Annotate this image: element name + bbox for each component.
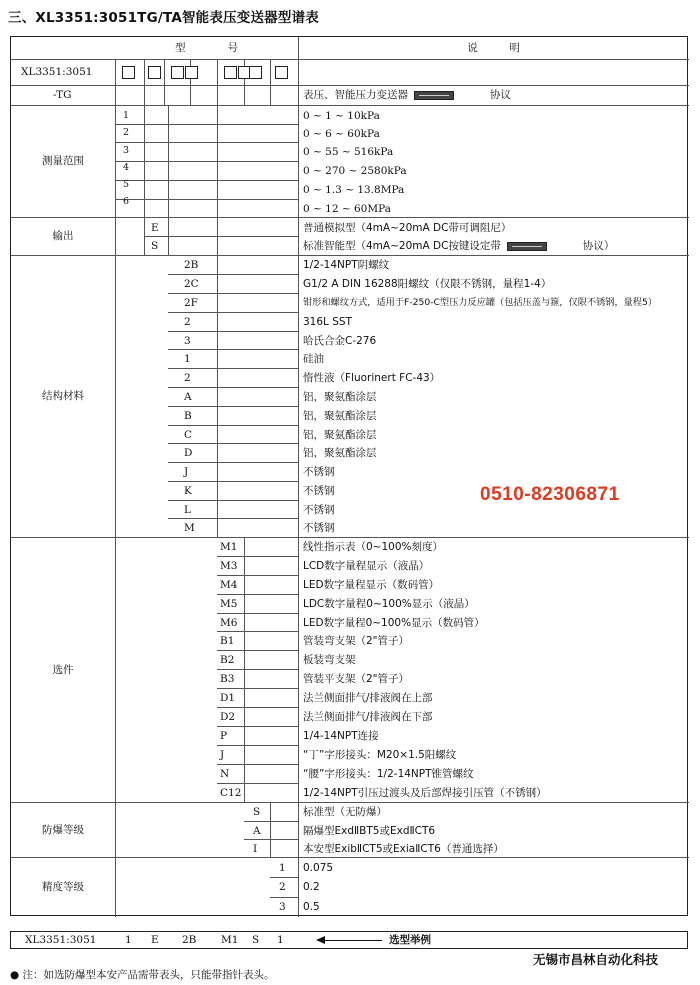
option-code: M4 bbox=[220, 579, 238, 591]
header-description: 说 明 bbox=[467, 42, 520, 54]
explosion-description: 本安型ExibⅡCT5或ExiaⅡCT6（普通选择） bbox=[303, 843, 504, 855]
measure-code: 1 bbox=[123, 110, 130, 121]
option-code: B2 bbox=[220, 654, 235, 666]
output-description: 标准智能型（4mA~20mA DC按键设定带 协议） bbox=[303, 240, 615, 252]
option-code: P bbox=[220, 730, 228, 742]
option-description: 管装弯支架（2"管子） bbox=[303, 635, 410, 647]
measure-code: 2 bbox=[123, 127, 130, 138]
hart-logo-icon bbox=[507, 242, 547, 251]
tg-description: 表压、智能压力变送器 协议 bbox=[303, 89, 511, 101]
accuracy-code: 3 bbox=[279, 901, 286, 913]
option-code: M3 bbox=[220, 560, 238, 572]
structure-material-label: 结构材料 bbox=[42, 390, 84, 402]
structure-code: 3 bbox=[184, 335, 191, 347]
option-description: “腰”字形接头：1/2-14NPT锥管螺纹 bbox=[303, 768, 474, 780]
code-box bbox=[171, 66, 184, 79]
structure-code: K bbox=[184, 485, 192, 497]
header-model: 型 号 bbox=[175, 42, 238, 54]
structure-description: 316L SST bbox=[303, 316, 352, 328]
code-box bbox=[122, 66, 135, 79]
structure-code: J bbox=[184, 466, 189, 478]
structure-code: B bbox=[184, 410, 192, 422]
footnote: ● 注：如选防爆型本安产品需带表头，只能带指针表头。 bbox=[10, 969, 275, 981]
structure-description: 不锈钢 bbox=[303, 485, 335, 497]
measure-range-label: 测量范围 bbox=[42, 155, 84, 167]
option-code: N bbox=[220, 768, 230, 780]
option-code: B1 bbox=[220, 635, 235, 647]
measure-range: 0 ~ 270 ~ 2580kPa bbox=[303, 165, 407, 177]
measure-code: 3 bbox=[123, 145, 130, 156]
output-label: 输出 bbox=[52, 230, 74, 242]
structure-code: C bbox=[184, 429, 193, 441]
structure-code: 2 bbox=[184, 372, 191, 384]
measure-range: 0 ~ 12 ~ 60MPa bbox=[303, 203, 391, 215]
structure-description: 钳形和螺纹方式，适用于F-250-C型压力反应罐（包括压盖与箍，仅限不锈钢，量程5） bbox=[303, 297, 658, 308]
code-box bbox=[249, 66, 262, 79]
option-description: 线性指示表（0~100%刻度） bbox=[303, 541, 443, 553]
structure-code: 1 bbox=[184, 353, 191, 365]
explosion-code: I bbox=[253, 843, 258, 855]
example-code: E bbox=[151, 934, 159, 946]
explosion-code: S bbox=[253, 806, 261, 818]
structure-description: 不锈钢 bbox=[303, 504, 335, 516]
structure-code: 2F bbox=[184, 297, 198, 309]
measure-code: 5 bbox=[123, 179, 130, 190]
option-description: 板装弯支架 bbox=[303, 654, 356, 666]
measure-range: 0 ~ 55 ~ 516kPa bbox=[303, 146, 394, 158]
option-code: J bbox=[220, 749, 225, 761]
explosion-description: 标准型（无防爆） bbox=[303, 806, 387, 818]
structure-description: 铝，聚氨酯涂层 bbox=[303, 447, 377, 459]
base-model: XL3351:3051 bbox=[21, 66, 93, 78]
option-code: M1 bbox=[220, 541, 238, 553]
structure-code: A bbox=[184, 391, 192, 403]
hart-logo-icon bbox=[414, 91, 454, 100]
accuracy-code: 2 bbox=[279, 881, 286, 893]
option-description: 管装平支架（2"管子） bbox=[303, 673, 410, 685]
structure-code: 2B bbox=[184, 259, 199, 271]
option-code: D1 bbox=[220, 692, 236, 704]
structure-code: 2C bbox=[184, 278, 199, 290]
option-code: C12 bbox=[220, 787, 242, 799]
option-description: 1/2-14NPT引压过渡头及后部焊接引压管（不锈钢） bbox=[303, 787, 547, 799]
measure-range: 0 ~ 6 ~ 60kPa bbox=[303, 128, 380, 140]
structure-code: 2 bbox=[184, 316, 191, 328]
code-box bbox=[185, 66, 198, 79]
option-description: LDC数字量程0~100%显示（液晶） bbox=[303, 598, 475, 610]
code-box bbox=[224, 66, 237, 79]
measure-range: 0 ~ 1 ~ 10kPa bbox=[303, 110, 380, 122]
example-code: M1 bbox=[221, 934, 239, 946]
code-box bbox=[148, 66, 161, 79]
option-description: LED数字量程显示（数码管） bbox=[303, 579, 440, 591]
explosion-grade-label: 防爆等级 bbox=[42, 824, 84, 836]
structure-description: 惰性液（Fluorinert FC-43） bbox=[303, 372, 441, 384]
option-description: LED数字量程0~100%显示（数码管） bbox=[303, 617, 485, 629]
output-description: 普通模拟型（4mA~20mA DC带可调阻尼） bbox=[303, 222, 512, 234]
structure-description: 不锈钢 bbox=[303, 466, 335, 478]
structure-description: 硅油 bbox=[303, 353, 324, 365]
output-code: E bbox=[151, 222, 159, 234]
example-code: 1 bbox=[277, 934, 284, 946]
option-description: 法兰侧面排气/排液阀在下部 bbox=[303, 711, 433, 723]
structure-description: 1/2-14NPT阴螺纹 bbox=[303, 259, 390, 271]
structure-code: M bbox=[184, 522, 195, 534]
model-spectrum-table bbox=[10, 36, 688, 916]
structure-description: G1/2 A DIN 16288阳螺纹（仅限不锈钢，量程1-4） bbox=[303, 278, 552, 290]
accuracy-code: 1 bbox=[279, 862, 286, 874]
example-model: XL3351:3051 bbox=[25, 934, 97, 946]
example-code: 1 bbox=[125, 934, 132, 946]
structure-description: 铝，聚氨酯涂层 bbox=[303, 429, 377, 441]
phone-number: 0510-82306871 bbox=[480, 484, 620, 505]
example-code: 2B bbox=[182, 934, 197, 946]
structure-description: 不锈钢 bbox=[303, 522, 335, 534]
accuracy-description: 0.075 bbox=[303, 862, 334, 874]
page-title: 三、XL3351:3051TG/TA智能表压变送器型谱表 bbox=[8, 10, 319, 26]
measure-code: 4 bbox=[123, 162, 130, 173]
measure-range: 0 ~ 1.3 ~ 13.8MPa bbox=[303, 184, 405, 196]
explosion-description: 隔爆型ExdⅡBT5或ExdⅡCT6 bbox=[303, 825, 436, 837]
option-code: B3 bbox=[220, 673, 235, 685]
option-description: “丁”字形接头：M20×1.5阳螺纹 bbox=[303, 749, 457, 761]
option-code: M5 bbox=[220, 598, 238, 610]
option-description: 法兰侧面排气/排液阀在上部 bbox=[303, 692, 433, 704]
accuracy-description: 0.5 bbox=[303, 901, 320, 913]
structure-description: 哈氏合金C-276 bbox=[303, 335, 377, 347]
company-name: 无锡市昌林自动化科技 bbox=[533, 952, 659, 967]
structure-description: 铝，聚氨酯涂层 bbox=[303, 410, 377, 422]
example-label: 选型举例 bbox=[389, 934, 431, 946]
option-description: LCD数字量程显示（液晶） bbox=[303, 560, 430, 572]
accuracy-description: 0.2 bbox=[303, 881, 320, 893]
option-code: M6 bbox=[220, 617, 238, 629]
explosion-code: A bbox=[253, 825, 261, 837]
tg-code: -TG bbox=[53, 89, 72, 101]
accuracy-grade-label: 精度等级 bbox=[42, 881, 84, 893]
structure-code: D bbox=[184, 447, 193, 459]
measure-code: 6 bbox=[123, 196, 130, 207]
code-box bbox=[275, 66, 288, 79]
selection-example-row bbox=[10, 931, 688, 949]
option-description: 1/4-14NPT连接 bbox=[303, 730, 379, 742]
structure-description: 铝，聚氨酯涂层 bbox=[303, 391, 377, 403]
options-label: 选件 bbox=[52, 664, 74, 676]
structure-code: L bbox=[184, 504, 191, 516]
arrow-line bbox=[324, 940, 382, 941]
example-code: S bbox=[252, 934, 260, 946]
output-code: S bbox=[151, 240, 159, 252]
option-code: D2 bbox=[220, 711, 236, 723]
